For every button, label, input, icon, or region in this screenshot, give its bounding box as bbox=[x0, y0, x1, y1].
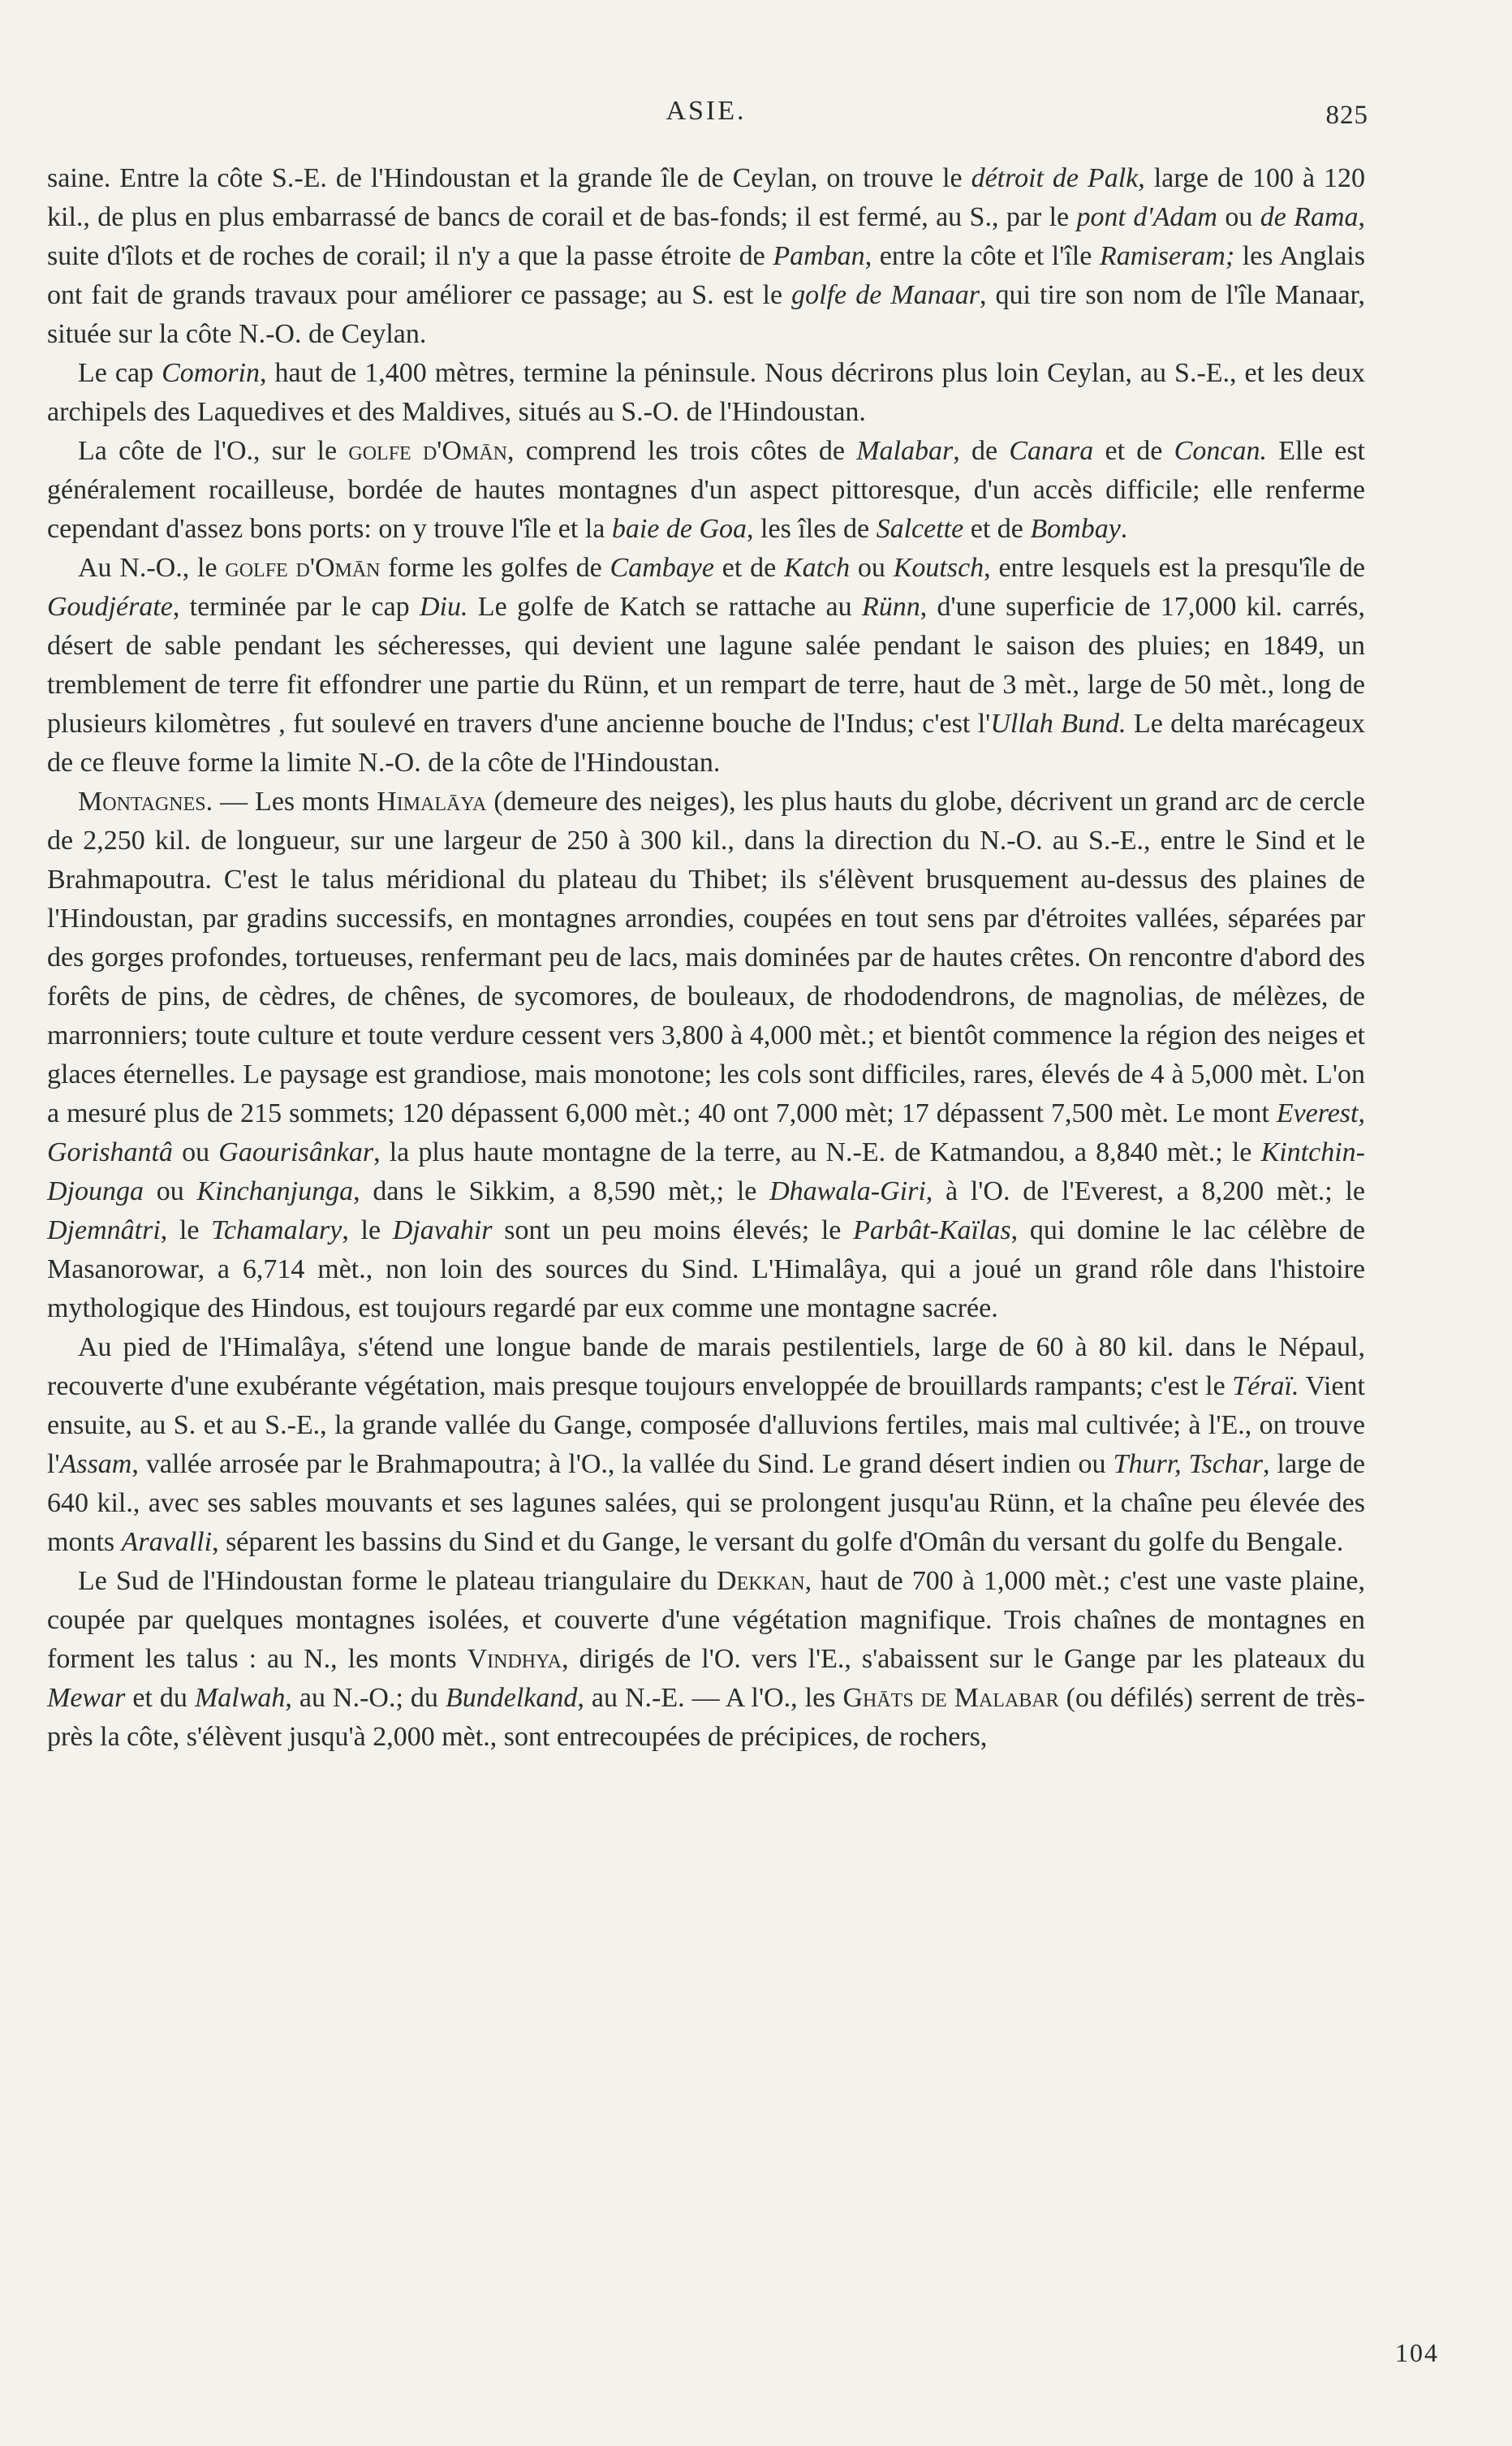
italic-term: Djemnâtri bbox=[47, 1215, 161, 1245]
italic-term: détroit de Palk bbox=[971, 163, 1139, 193]
text-run: , d'une superficie de 17,000 kil. carrés, désert de sable pendant les sécheresses, qui devient une lagune salée pendant le saison des pluies; en 1849, un tremblement de terre fit effondrer une partie du Rünn, et un rempart de terre, haut de 3 mèt., large de 50 mèt., long de plusieurs kilomètres , fut soulevé en travers d'une ancienne bouche de l'Indus; c'est l' bbox=[47, 592, 1366, 739]
italic-term: Djavahir bbox=[392, 1215, 493, 1245]
italic-term: Everest, bbox=[1276, 1098, 1365, 1128]
text-run: ou bbox=[850, 553, 894, 583]
italic-term: pont d'Adam bbox=[1076, 202, 1217, 232]
text-run: Au N.-O., le bbox=[78, 553, 226, 583]
running-header bbox=[47, 91, 1368, 140]
italic-term: Mewar bbox=[47, 1683, 126, 1713]
text-run: ou bbox=[172, 1137, 219, 1167]
text-run: sont un peu moins élevés; le bbox=[492, 1215, 854, 1245]
italic-term: de Rama bbox=[1260, 202, 1359, 232]
text-run: les Anglais ont fait de grands travaux pour améliorer ce passage; au S. est le bbox=[47, 241, 1365, 310]
text-run: , entre la côte et l'île bbox=[864, 241, 1100, 271]
text-run: (ou défilés) serrent de très-près la côte, s'élèvent jusqu'à 2,000 mèt., sont entrecoupées de précipices, de rochers, bbox=[47, 1683, 1366, 1752]
paragraph bbox=[47, 159, 1365, 354]
italic-term: Diu. bbox=[419, 592, 468, 622]
text-run: , la plus haute montagne de la terre, au N.-E. de Katmandou, a 8,840 mèt.; le bbox=[373, 1137, 1261, 1167]
italic-term: Parbât-Kaïlas bbox=[853, 1215, 1011, 1245]
paragraph bbox=[47, 354, 1365, 432]
text-run: et du bbox=[125, 1683, 195, 1713]
italic-term: Goudjérate bbox=[47, 592, 173, 622]
italic-term: Ullah Bund. bbox=[990, 709, 1126, 739]
document-page bbox=[47, 91, 1368, 1757]
text-run: Vient ensuite, au S. et au S.-E., la grande vallée du Gange, composée d'alluvions fertiles, mais mal cultivée; à l'E., on trouve l' bbox=[47, 1371, 1365, 1479]
text-run: , séparent les bassins du Sind et du Gange, le versant du golfe d'Omân du versant du golfe du Bengale. bbox=[212, 1527, 1344, 1557]
page-number: 825 bbox=[1325, 101, 1368, 130]
text-run: , à l'O. de l'Everest, a 8,200 mèt.; le bbox=[925, 1176, 1365, 1206]
italic-term: Koutsch bbox=[893, 553, 984, 583]
text-run: — Les monts bbox=[213, 787, 377, 817]
italic-term: baie de Goa bbox=[611, 514, 747, 544]
text-run: . bbox=[1120, 514, 1128, 544]
paragraph bbox=[47, 1328, 1365, 1562]
text-run: , vallée arrosée par le Brahmapoutra; à l'O., la vallée du Sind. Le grand désert indien ou bbox=[131, 1449, 1114, 1479]
signature-mark: 104 bbox=[1395, 2338, 1439, 2367]
text-run: et de bbox=[1093, 436, 1174, 466]
italic-term: Concan. bbox=[1174, 436, 1267, 466]
paragraph bbox=[47, 1562, 1365, 1757]
text-run: , le bbox=[160, 1215, 212, 1245]
body-text bbox=[47, 159, 1365, 1757]
italic-term: Comorin bbox=[162, 358, 261, 388]
text-run: , au N.-O.; du bbox=[285, 1683, 446, 1713]
italic-term: Assam bbox=[59, 1449, 132, 1479]
italic-term: Salcette bbox=[876, 514, 964, 544]
small-caps-term: Ghāts de Malabar bbox=[842, 1683, 1059, 1713]
italic-term: Bundelkand bbox=[445, 1683, 578, 1713]
text-run: , de bbox=[953, 436, 1010, 466]
text-run: forme les golfes de bbox=[380, 553, 610, 583]
text-run: , entre lesquels est la presqu'île de bbox=[984, 553, 1365, 583]
italic-term: Aravalli bbox=[121, 1527, 213, 1557]
text-run: Le cap bbox=[78, 358, 162, 388]
text-run: , qui tire son nom de l'île Manaar, située sur la côte N.-O. de Ceylan. bbox=[47, 280, 1365, 349]
small-caps-term: Montagnes. bbox=[78, 787, 213, 817]
text-run: et de bbox=[713, 553, 784, 583]
italic-term: Thurr, Tschar bbox=[1113, 1449, 1264, 1479]
italic-term: Gorishantâ bbox=[47, 1137, 173, 1167]
text-run: , haut de 1,400 mètres, termine la péninsule. Nous décrirons plus loin Ceylan, au S.-E., et les deux archipels des Laquedives et des Maldives, situés au S.-O. de l'Hindoustan. bbox=[47, 358, 1366, 427]
paragraph bbox=[47, 432, 1365, 549]
text-run: Le delta marécageux de ce fleuve forme la limite N.-O. de la côte de l'Hindoustan. bbox=[47, 709, 1365, 778]
small-caps-term: golfe d'Omān bbox=[348, 436, 507, 466]
italic-term: Bombay bbox=[1030, 514, 1121, 544]
italic-term: Malabar bbox=[856, 436, 954, 466]
small-caps-term: Vindhya bbox=[467, 1644, 562, 1674]
text-run: ou bbox=[144, 1176, 197, 1206]
small-caps-term: golfe d'Omān bbox=[225, 553, 381, 583]
text-run: ou bbox=[1217, 202, 1260, 232]
text-run: , large de 100 à 120 kil., de plus en plus embarrassé de bancs de corail et de bas-fonds; il est fermé, au S., par le bbox=[47, 163, 1365, 232]
italic-term: Kinchanjunga bbox=[196, 1176, 354, 1206]
italic-term: Kintchin-Djounga bbox=[47, 1137, 1365, 1206]
italic-term: Ramiseram; bbox=[1099, 241, 1235, 271]
italic-term: Malwah bbox=[194, 1683, 286, 1713]
italic-term: Tchamalary bbox=[211, 1215, 342, 1245]
paragraph bbox=[47, 549, 1365, 783]
text-run: , terminée par le cap bbox=[172, 592, 420, 622]
text-run: Le Sud de l'Hindoustan forme le plateau triangulaire du bbox=[78, 1566, 717, 1596]
text-run: Au pied de l'Himalâya, s'étend une longue bande de marais pestilentiels, large de 60 à 80 kil. dans le Népaul, recouverte d'une exubérante végétation, mais presque toujours enveloppée de brouillards rampants; c'est le bbox=[47, 1332, 1365, 1401]
text-run: Le golfe de Katch se rattache au bbox=[467, 592, 862, 622]
italic-term: golfe de Manaar bbox=[791, 280, 980, 310]
italic-term: Pamban bbox=[773, 241, 865, 271]
text-run: , qui domine le lac célèbre de Masanorowar, a 6,714 mèt., non loin des sources du Sind. L'Himalâya, qui a joué un grand rôle dans l'histoire mythologique des Hindous, est toujours regardé par eux comme une montagne sacrée. bbox=[47, 1215, 1365, 1323]
text-run: , dans le Sikkim, a 8,590 mèt,; le bbox=[353, 1176, 770, 1206]
text-run: Elle est généralement rocailleuse, bordée de hautes montagnes d'un aspect pittoresque, d'un accès difficile; elle renferme cependant d'assez bons ports: on y trouve l'île et la bbox=[47, 436, 1365, 544]
small-caps-term: Dekkan bbox=[717, 1566, 805, 1596]
paragraph bbox=[47, 783, 1365, 1328]
text-run: (demeure des neiges), les plus hauts du globe, décrivent un grand arc de cercle de 2,250 kil. de longueur, sur une largeur de 250 à 300 kil., dans la direction du N.-O. au S.-E., entre le Sind et le Brahmapoutra. C'est le talus méridional du plateau du Thibet; ils s'élèvent brusquement au-dessus des plaines de l'Hindoustan, par gradins successifs, en montagnes arrondies, coupées en tout sens par d'étroites vallées, séparées par des gorges profondes, tortueuses, renfermant peu de lacs, mais dominées par de hautes crêtes. On rencontre d'abord des forêts de pins, de cèdres, de chênes, de sycomores, de bouleaux, de rhododendrons, de magnolias, de mélèzes, de marronniers; toute culture et toute verdure cessent vers 3,800 à 4,000 mèt.; et bientôt commence la région des neiges et glaces éternelles. Le paysage est grandiose, mais monotone; les cols sont difficiles, rares, élevés de 4 à 5,000 mèt. L'on a mesuré plus de 215 sommets; 120 dépassent 6,000 mèt.; 40 ont 7,000 mèt; 17 dépassent 7,500 mèt. Le mont bbox=[47, 787, 1365, 1128]
italic-term: Cambaye bbox=[610, 553, 714, 583]
text-run: , suite d'îlots et de roches de corail; il n'y a que la passe étroite de bbox=[47, 202, 1366, 271]
italic-term: Téraï. bbox=[1232, 1371, 1299, 1401]
text-run: , au N.-E. — A l'O., les bbox=[577, 1683, 843, 1713]
italic-term: Canara bbox=[1009, 436, 1094, 466]
text-run: La côte de l'O., sur le bbox=[78, 436, 349, 466]
text-run: , dirigés de l'O. vers l'E., s'abaissent sur le Gange par les plateaux du bbox=[562, 1644, 1365, 1674]
italic-term: Katch bbox=[783, 553, 851, 583]
text-run: , large de 640 kil., avec ses sables mouvants et ses lagunes salées, qui se prolongent jusqu'au Rünn, et la chaîne peu élevée des monts bbox=[47, 1449, 1365, 1557]
text-run: et de bbox=[963, 514, 1031, 544]
text-run: , comprend les trois côtes de bbox=[507, 436, 857, 466]
small-caps-term: Himalāya bbox=[377, 787, 487, 817]
italic-term: Dhawala-Giri bbox=[769, 1176, 926, 1206]
text-run: saine. Entre la côte S.-E. de l'Hindoustan et la grande île de Ceylan, on trouve le bbox=[47, 163, 971, 193]
italic-term: Gaourisânkar bbox=[218, 1137, 374, 1167]
text-run: , les îles de bbox=[747, 514, 877, 544]
text-run: , le bbox=[342, 1215, 393, 1245]
header-title: ASIE. bbox=[666, 96, 747, 126]
italic-term: Rünn bbox=[861, 592, 920, 622]
text-run: , haut de 700 à 1,000 mèt.; c'est une vaste plaine, coupée par quelques montagnes isolées, et couverte d'une végétation magnifique. Trois chaînes de montagnes en forment les talus : au N., les monts bbox=[47, 1566, 1365, 1674]
